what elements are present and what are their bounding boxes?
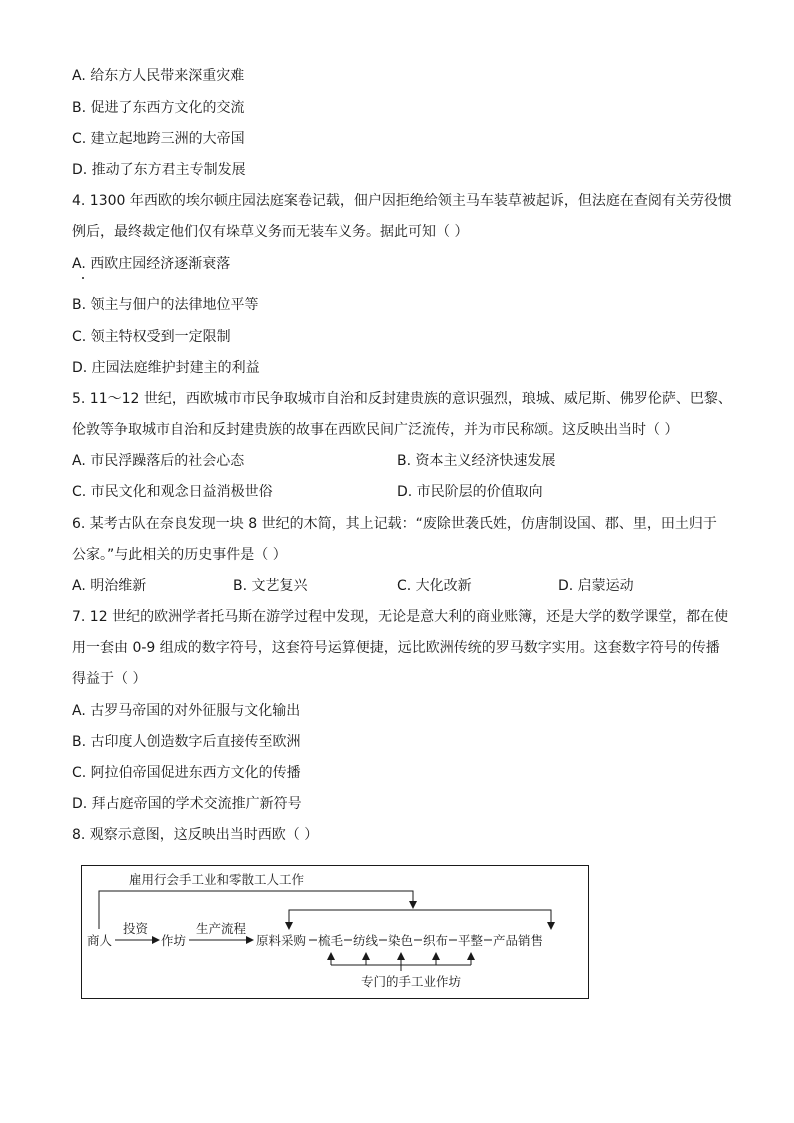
q7-stem-line3: 得益于（ ） bbox=[72, 671, 147, 687]
top-bracket bbox=[289, 910, 551, 929]
chain-weaving: 织布 bbox=[423, 933, 449, 948]
q5-option-c: C. 市民文化和观念日益消极世俗 bbox=[72, 484, 273, 500]
scan-speck bbox=[82, 277, 84, 279]
workshop-label: 作坊 bbox=[161, 933, 187, 948]
q6-option-c: C. 大化改新 bbox=[397, 578, 472, 594]
chain-product-sales: 产品销售 bbox=[493, 933, 544, 948]
chain-carding: 梳毛 bbox=[318, 933, 344, 948]
production-flow-diagram bbox=[81, 865, 589, 999]
q7-stem-line2: 用一套由 0-9 组成的数字符号，这套符号运算便捷，远比欧洲传统的罗马数字实用。这套数字符号的传播 bbox=[72, 640, 720, 656]
chain-dyeing: 染色 bbox=[388, 933, 414, 948]
chain-raw-material: 原料采购 bbox=[256, 933, 307, 948]
bottom-label: 专门的手工业作坊 bbox=[361, 974, 462, 989]
q5-stem-line2: 伦敦等争取城市自治和反封建贵族的故事在西欧民间广泛流传，并为市民称颂。这反映出当时（ ） bbox=[72, 422, 679, 438]
q4-stem-line2: 例后，最终裁定他们仅有垛草义务而无装车义务。据此可知（ ） bbox=[72, 224, 469, 240]
q4-option-b: B. 领主与佃户的法律地位平等 bbox=[72, 297, 259, 313]
q4-option-c: C. 领主特权受到一定限制 bbox=[72, 329, 231, 345]
production-flow-label: 生产流程 bbox=[196, 921, 247, 936]
q7-option-a: A. 古罗马帝国的对外征服与文化输出 bbox=[72, 703, 301, 719]
invest-label: 投资 bbox=[123, 921, 149, 936]
top-label: 雇用行会手工业和零散工人工作 bbox=[129, 872, 305, 887]
q5-stem-line1: 5. 11～12 世纪，西欧城市市民争取城市自治和反封建贵族的意识强烈，琅城、威尼斯、佛罗伦萨、巴黎、 bbox=[72, 391, 732, 407]
q6-option-d: D. 启蒙运动 bbox=[558, 578, 634, 594]
q7-stem-line1: 7. 12 世纪的欧洲学者托马斯在游学过程中发现，无论是意大利的商业账簿，还是大学的数学课堂，都在使 bbox=[72, 609, 729, 625]
q7-option-c: C. 阿拉伯帝国促进东西方文化的传播 bbox=[72, 765, 301, 781]
q4-stem-line1: 4. 1300 年西欧的埃尔顿庄园法庭案卷记载，佃户因拒绝给领主马车装草被起诉，但法庭在查阅有关劳役惯 bbox=[72, 193, 732, 209]
q3-option-a: A. 给东方人民带来深重灾难 bbox=[72, 68, 245, 84]
chain-spinning: 纺线 bbox=[353, 933, 379, 948]
q4-option-d: D. 庄园法庭维护封建主的利益 bbox=[72, 360, 260, 376]
q6-option-b: B. 文艺复兴 bbox=[233, 578, 308, 594]
q5-option-b: B. 资本主义经济快速发展 bbox=[397, 453, 556, 469]
q7-option-b: B. 古印度人创造数字后直接传至欧洲 bbox=[72, 734, 301, 750]
q6-option-a: A. 明治维新 bbox=[72, 578, 147, 594]
q6-stem-line2: 公家。”与此相关的历史事件是（ ） bbox=[72, 547, 287, 563]
merchant-label: 商人 bbox=[87, 933, 113, 948]
q4-option-a: A. 西欧庄园经济逐渐衰落 bbox=[72, 256, 231, 272]
chain-finishing: 平整 bbox=[458, 933, 484, 948]
q7-option-d: D. 拜占庭帝国的学术交流推广新符号 bbox=[72, 796, 302, 812]
q6-stem-line1: 6. 某考古队在奈良发现一块 8 世纪的木简，其上记载：“废除世袭氏姓，仿唐制设国、郡、里，田土归于 bbox=[72, 516, 717, 532]
q3-option-c: C. 建立起地跨三洲的大帝国 bbox=[72, 131, 245, 147]
q3-option-d: D. 推动了东方君主专制发展 bbox=[72, 162, 246, 178]
q3-option-b: B. 促进了东西方文化的交流 bbox=[72, 100, 245, 116]
q5-option-d: D. 市民阶层的价值取向 bbox=[397, 484, 543, 500]
q5-option-a: A. 市民浮躁落后的社会心态 bbox=[72, 453, 245, 469]
q8-stem: 8. 观察示意图，这反映出当时西欧（ ） bbox=[72, 827, 319, 843]
